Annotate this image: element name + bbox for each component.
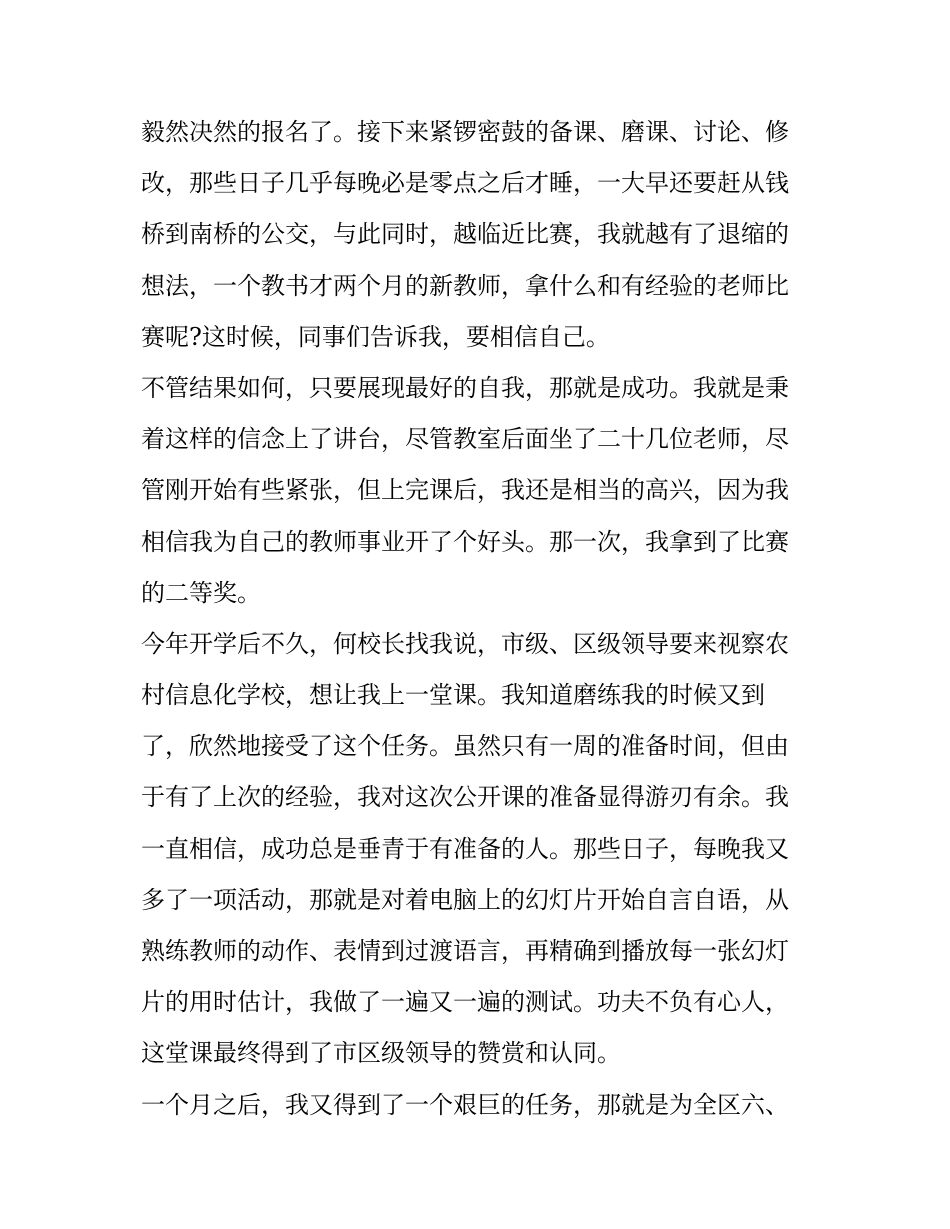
text-line: 了，欣然地接受了这个任务。虽然只有一周的准备时间，但由 xyxy=(141,732,789,761)
text-line: 于有了上次的经验，我对这次公开课的准备显得游刃有余。我 xyxy=(141,783,789,812)
text-line: 这堂课最终得到了市区级领导的赞赏和认同。 xyxy=(141,1039,621,1068)
text-line: 着这样的信念上了讲台，尽管教室后面坐了二十几位老师，尽 xyxy=(141,425,789,454)
body-text xyxy=(141,107,811,1131)
text-line: 想法，一个教书才两个月的新教师，拿什么和有经验的老师比 xyxy=(141,271,789,300)
text-line: 改，那些日子几乎每晚必是零点之后才睡，一大早还要赶从钱 xyxy=(141,169,789,198)
text-line: 桥到南桥的公交，与此同时，越临近比赛，我就越有了退缩的 xyxy=(141,220,789,249)
text-line: 毅然决然的报名了。接下来紧锣密鼓的备课、磨课、讨论、修 xyxy=(141,118,789,146)
text-line: 管刚开始有些紧张，但上完课后，我还是相当的高兴，因为我 xyxy=(141,476,789,505)
text-line: 今年开学后不久，何校长找我说，市级、区级领导要来视察农 xyxy=(141,629,789,658)
text-line: 赛呢?这时候，同事们告诉我，要相信自己。 xyxy=(141,322,610,351)
text-line: 不管结果如何，只要展现最好的自我，那就是成功。我就是秉 xyxy=(141,373,789,402)
text-line: 的二等奖。 xyxy=(141,578,261,607)
text-line: 多了一项活动，那就是对着电脑上的幻灯片开始自言自语，从 xyxy=(141,885,789,914)
text-line: 熟练教师的动作、表情到过渡语言，再精确到播放每一张幻灯 xyxy=(141,937,789,965)
text-line: 一直相信，成功总是垂青于有准备的人。那些日子，每晚我又 xyxy=(141,834,789,863)
text-line: 村信息化学校，想让我上一堂课。我知道磨练我的时候又到 xyxy=(141,681,765,710)
text-line: 一个月之后，我又得到了一个艰巨的任务，那就是为全区六、 xyxy=(141,1090,789,1119)
text-line: 片的用时估计，我做了一遍又一遍的测试。功夫不负有心人， xyxy=(141,988,789,1017)
text-line: 相信我为自己的教师事业开了个好头。那一次，我拿到了比赛 xyxy=(141,527,789,556)
